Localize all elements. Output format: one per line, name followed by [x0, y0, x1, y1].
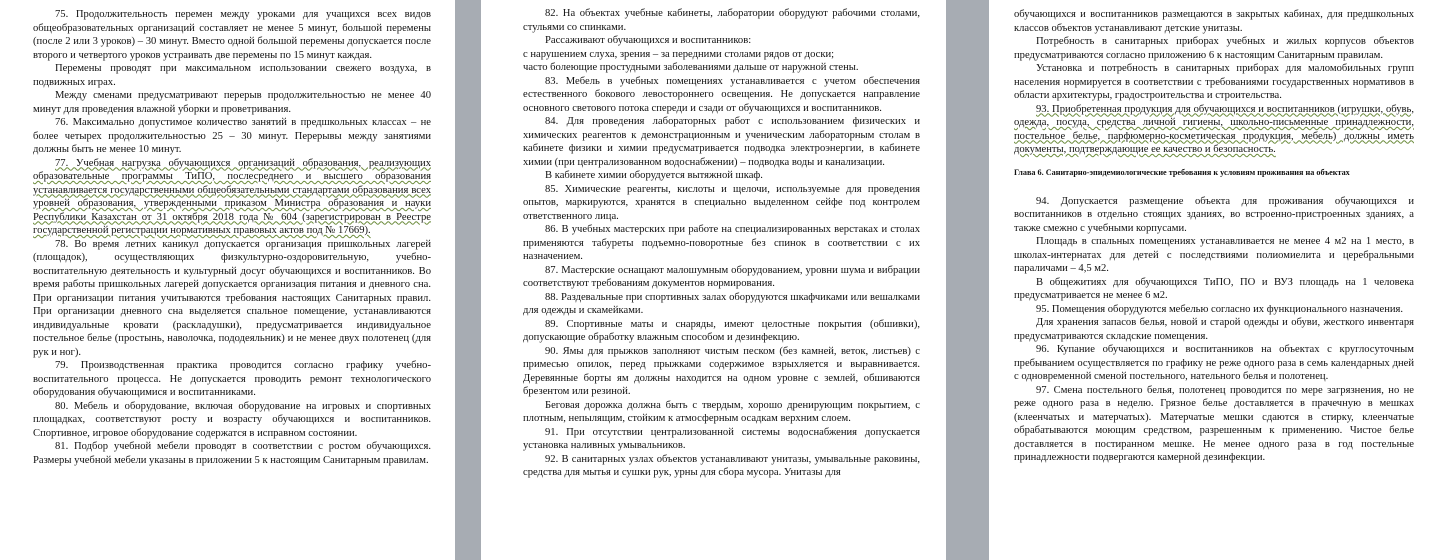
paragraph: 77. Учебная нагрузка обучающихся организаций образования, реализующих образовательные программы ТиПО, послесреднего и высшего образования устанавливается государственными общеобязательными стандартами образования всех уровней образования, утвержденными приказом Министра образования и науки Республики Казахстан от 31 октября 2018 года № 604 (зарегистрирован в Реестре государственной регистрации нормативных правовых актов под № 17669). [33, 157, 431, 236]
paragraph: 93. Приобретенная продукция для обучающихся и воспитанников (игрушки, обувь, одежда, посуда, средства личной гигиены, школьно-письменные принадлежности, постельное белье, парфюмерно-косметическая продукция, мебель) должны иметь документы, подтверждающие ее качество и безопасность. [1014, 103, 1414, 155]
paragraph: Беговая дорожка должна быть с твердым, хорошо дренирующим покрытием, с плотным, непылящим, стойким к атмосферным осадкам верхним слоем. [523, 399, 920, 424]
paragraph: 88. Раздевальные при спортивных залах оборудуются шкафчиками или вешалками для одежды и скамейками. [523, 291, 920, 316]
paragraph: 89. Спортивные маты и снаряды, имеют целостные покрытия (обшивки), допускающие обработку влажным способом и дезинфекцию. [523, 318, 920, 343]
paragraph: 82. На объектах учебные кабинеты, лаборатории оборудуют рабочими столами, стульями со спинками. [523, 8, 920, 33]
paragraph: Перемены проводят при максимальном использовании свежего воздуха, в подвижных играх. [33, 63, 431, 88]
paragraph: Для хранения запасов белья, новой и старой одежды и обуви, жесткого инвентаря предусматриваются складские помещения. [1014, 317, 1414, 342]
chapter-heading: Глава 6. Санитарно-эпидемиологические требования к условиям проживания на объектах [1014, 167, 1350, 177]
paragraph: 94. Допускается размещение объекта для проживания обучающихся и воспитанников в отдельно стоящих зданиях, во встроенно-пристроенных зданиях, а также смежно с учебными корпусами. [1014, 195, 1414, 234]
paragraph: 80. Мебель и оборудование, включая оборудование на игровых и спортивных площадках, соответствуют росту и возрасту обучающихся и воспитанников. Спортивное, игровое оборудование содержатся в исправном состоянии. [33, 400, 431, 439]
document-page-3 [989, 0, 1436, 560]
paragraph: 91. При отсутствии централизованной системы водоснабжения допускается установка наливных умывальников. [523, 426, 920, 451]
paragraph: В кабинете химии оборудуется вытяжной шкаф. [545, 170, 763, 181]
paragraph: В общежитиях для обучающихся ТиПО, ПО и ВУЗ площадь на 1 человека предусматривается не менее 6 м2. [1014, 276, 1414, 301]
paragraph: 84. Для проведения лабораторных работ с использованием физических и химических реагентов к демонстрационным и ученическим лабораторным столам в кабинете физики и химии предусматривается подводка электроэнергии, в кабинете химии (при централизованном водоснабжении) – подводка воды и канализации. [523, 116, 920, 168]
paragraph: с нарушением слуха, зрения – за передними столами рядов от доски; [523, 48, 835, 60]
paragraph: 79. Производственная практика проводится согласно графику учебно-воспитательного процесса. Не допускается проводить ремонт технологического оборудования обучающимися и воспитанниками. [33, 360, 431, 398]
paragraph: Между сменами предусматривают перерыв продолжительностью не менее 40 минут для проведения влажной уборки и проветривания. [33, 90, 431, 115]
paragraph: 86. В учебных мастерских при работе на специализированных верстаках и столах применяются табуреты подъемно-поворотные без спинок в соответствии с их назначением. [523, 224, 920, 262]
paragraph: Площадь в спальных помещениях устанавливается не менее 4 м2 на 1 место, в школах-интернатах для детей с последствиями полиомиелита и церебральными параличами – 4,5 м2. [1014, 236, 1414, 274]
paragraph: 87. Мастерские оснащают малошумным оборудованием, уровни шума и вибрации соответствуют требованиям документов нормирования. [523, 264, 920, 289]
paragraph: 96. Купание обучающихся и воспитанников на объектах с круглосуточным пребыванием осуществляется по графику не реже одного раза в семь календарных дней с одновременной сменой постельного, нательного белья и полотенец. [1014, 344, 1414, 382]
paragraph: 90. Ямы для прыжков заполняют чистым песком (без камней, веток, листьев) с примесью опилок, перед прыжками содержимое взрыхляется и выравнивается. Деревянные борты ям должны находится на одном уровне с землей, обшиваются брезентом или резиной. [523, 345, 920, 397]
paragraph: 97. Смена постельного белья, полотенец проводится по мере загрязнения, но не реже одного раза в неделю. Грязное белье доставляется в прачечную в мешках (клеенчатых и матерчатых). Матерчатые мешки сдаются в стирку, клеенчатые обрабатываются моющим средством, разрешенным к применению. Чистое белье доставляется в постиранном мешке. Не менее одного раза в год постельные принадлежности подвергаются камерной дезинфекции. [1014, 384, 1414, 463]
paragraph: 92. В санитарных узлах объектов устанавливают унитазы, умывальные раковины, средства для мытья и сушки рук, урны для сбора мусора. Унитазы для [523, 453, 920, 478]
paragraph: Рассаживают обучающихся и воспитанников: [545, 35, 752, 46]
paragraph: обучающихся и воспитанников размещаются в закрытых кабинах, для предшкольных классов объектов устанавливают детские унитазы. [1014, 9, 1414, 34]
document-page-1 [0, 0, 455, 560]
paragraph: 81. Подбор учебной мебели проводят в соответствии с ростом обучающихся. Размеры учебной мебели указаны в приложении 5 к настоящим Санитарным правилам. [33, 441, 431, 466]
paragraph: 76. Максимально допустимое количество занятий в предшкольных классах – не более четырех продолжительностью 25 – 30 минут. Перерывы между занятиями должны быть не менее 10 минут. [33, 117, 431, 155]
document-page-2 [481, 0, 946, 560]
paragraph: 78. Во время летних каникул допускается организация пришкольных лагерей (площадок), осуществляющих физкультурно-оздоровительную, учебно-воспитательную деятельность и культурный досуг обучающихся и воспитанников. Во время работы пришкольных лагерей допускается организация питания и дневного сна. При организации питания учитываются требования настоящих Санитарных правил. При организации дневного сна выделяется спальное помещение, устанавливаются индивидуальные кровати (раскладушки), предусматривается индивидуальное постельное белье (простынь, наволочка, пододеяльник) и не менее двух полотенец (для рук и ног). [33, 238, 431, 358]
paragraph: часто болеющие простудными заболеваниями дальше от наружной стены. [523, 62, 859, 73]
paragraph: 85. Химические реагенты, кислоты и щелочи, используемые для проведения опытов, маркируются, хранятся в специально выделенном сейфе под контролем ответственного лица. [523, 183, 920, 222]
paragraph: 95. Помещения оборудуются мебелью согласно их функционального назначения. [1036, 303, 1404, 315]
paragraph: 75. Продолжительность перемен между уроками для учащихся всех видов общеобразовательных организаций составляет не менее 5 минут, большой перемены (после 2 или 3 уроков) – 30 минут. Вместо одной большой перемены допускается после второго и четвертого уроков устраивать две перемены по 15 минут каждая. [33, 9, 431, 61]
paragraph: 83. Мебель в учебных помещениях устанавливается с учетом обеспечения естественного бокового левостороннего освещения. Не допускается направление основного светового потока спереди и сзади от обучающихся и воспитанников. [523, 75, 920, 114]
paragraph: Потребность в санитарных приборах учебных и жилых корпусов объектов предусматриваются согласно приложению 6 к настоящим Санитарным правилам. [1014, 36, 1414, 61]
paragraph: Установка и потребность в санитарных приборах для маломобильных групп населения нормируется в соответствии с требованиями государственных нормативов в области архитектуры, градостроительства и строительства. [1014, 63, 1414, 101]
